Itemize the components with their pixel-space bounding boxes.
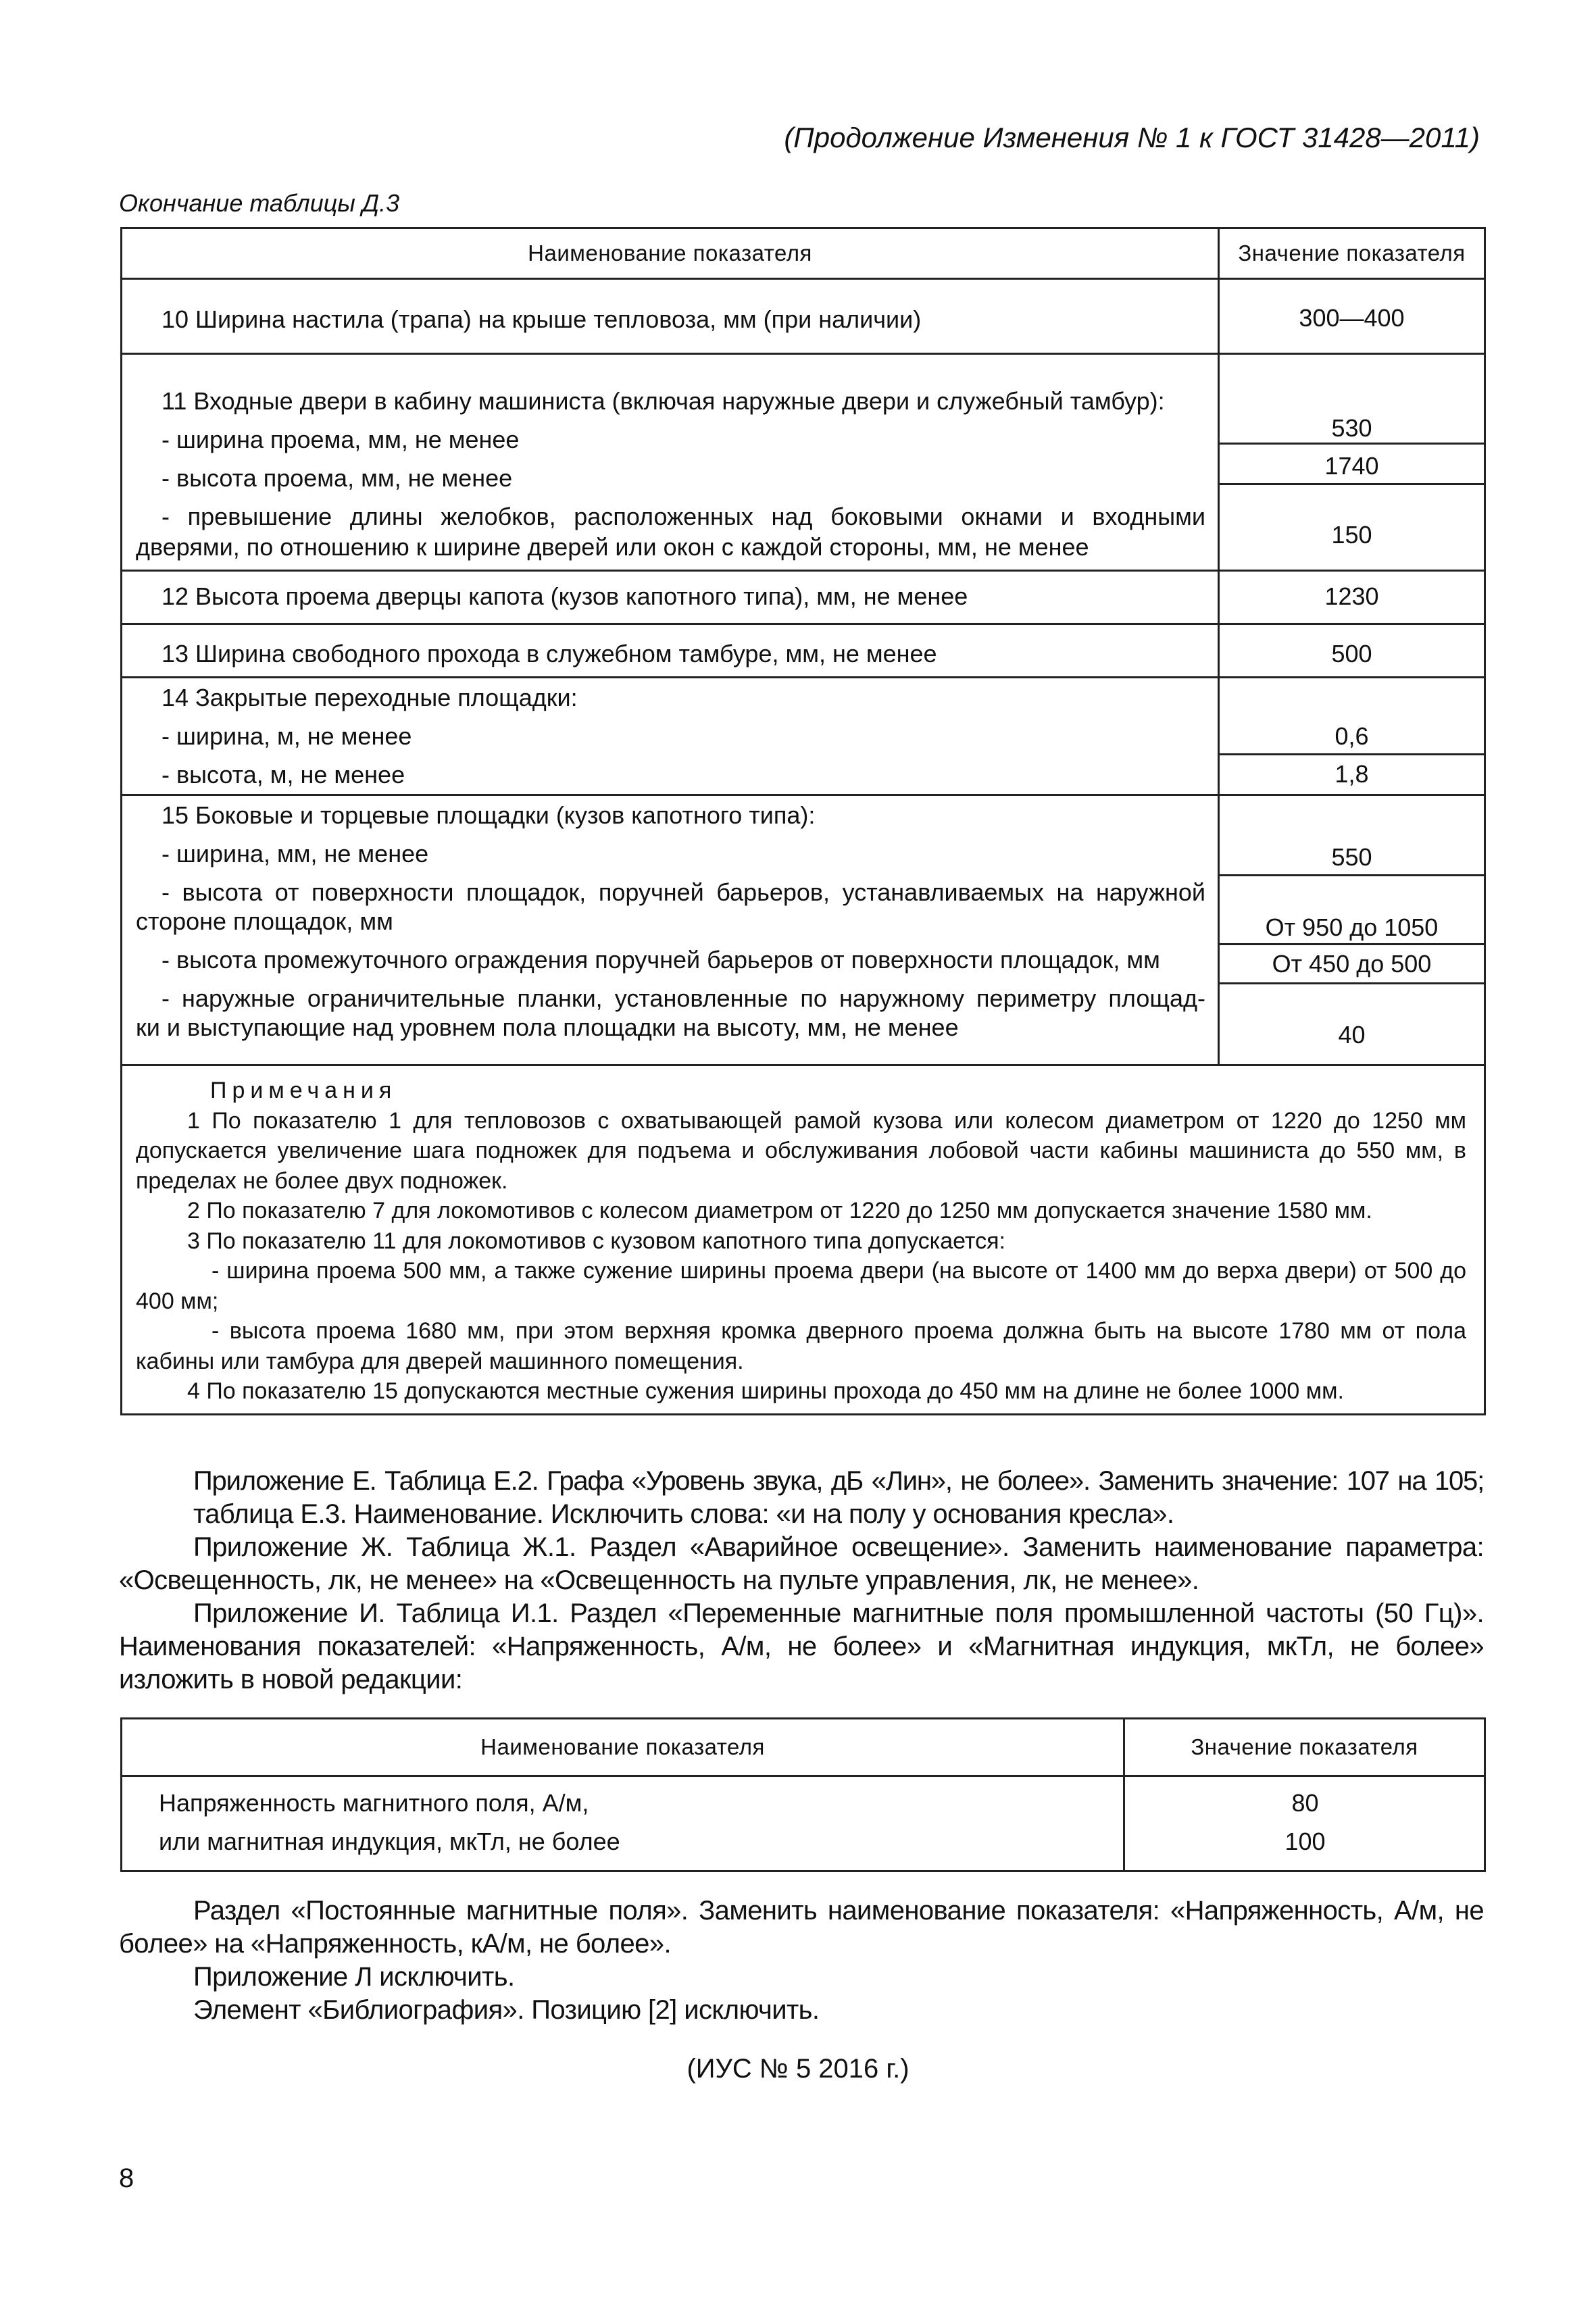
row-label: 11 Входные двери в кабину машиниста (включая наружные двери и служебный тамбур): xyxy=(161,387,1165,415)
note-item: 1 По показателю 1 для тепловозов с охватывающей рамой кузова или колесом диаметром от 1220 до 1250 мм допускается увеличение шага подножек для подъема и обслуживания лобовой части кабины машиниста до 550 мм, в пределах не более двух подножек. xyxy=(136,1107,1466,1194)
row-sublabel: - ширина, м, не менее xyxy=(161,722,412,750)
paragraph: таблица Е.3. Наименование. Исключить слова: «и на полу у основания кресла». xyxy=(193,1499,1174,1529)
row-value: 150 xyxy=(1331,521,1372,549)
paragraph: Приложение Е. Таблица Е.2. Графа «Уровень звука, дБ «Лин», не более». Заменить значение: 107 на 105; xyxy=(193,1466,1484,1496)
row-sublabel: - наружные ограничительные планки, установленные по наружному периметру площад- xyxy=(161,984,1205,1012)
table-row xyxy=(122,354,1485,571)
table-row xyxy=(122,1776,1485,1871)
page-number: 8 xyxy=(119,2163,134,2193)
row-value: 1740 xyxy=(1324,452,1379,480)
row-value: 40 xyxy=(1338,1021,1366,1049)
row-value: 300—400 xyxy=(1299,304,1405,332)
row-sublabel: - высота, м, не менее xyxy=(161,761,405,788)
column-header-name: Наименование показателя xyxy=(122,228,1219,279)
table-header-row xyxy=(122,228,1485,279)
column-header-name: Наименование показателя xyxy=(122,1719,1124,1776)
note-item: - ширина проема 500 мм, а также сужение ширины проема двери (на высоте от 1400 мм до верха двери) от 500 до 400 мм; xyxy=(136,1258,1466,1314)
source-reference: (ИУС № 5 2016 г.) xyxy=(687,2054,909,2084)
table-row xyxy=(122,279,1485,354)
row-label: 10 Ширина настила (трапа) на крыше тепловоза, мм (при наличии) xyxy=(161,305,922,333)
row-value: 100 xyxy=(1285,1828,1326,1855)
row-label: 14 Закрытые переходные площадки: xyxy=(161,684,578,711)
paragraph: Приложение Ж. Таблица Ж.1. Раздел «Аварийное освещение». Заменить наименование параметра: «Освещенность, лк, не менее» на «Освещенность на пульте управления, лк, не менее». xyxy=(119,1532,1484,1595)
table-row xyxy=(122,624,1485,678)
note-item: 2 По показателю 7 для локомотивов с колесом диаметром от 1220 до 1250 мм допускается значение 1580 мм. xyxy=(187,1198,1372,1224)
row-sublabel: - ширина проема, мм, не менее xyxy=(161,426,520,453)
amendment-text-after xyxy=(119,1894,1484,2027)
row-value: 550 xyxy=(1331,843,1372,871)
table-caption: Окончание таблицы Д.3 xyxy=(119,189,400,217)
row-value: От 950 до 1050 xyxy=(1265,913,1439,941)
row-sublabel: дверями, по отношению к ширине дверей или окон с каждой стороны, мм, не менее xyxy=(136,533,1089,561)
paragraph: Раздел «Постоянные магнитные поля». Заменить наименование показателя: «Напряженность, А/м, не более» на «Напряженность, кА/м, не более». xyxy=(119,1896,1484,1959)
paragraph: Приложение И. Таблица И.1. Раздел «Переменные магнитные поля промышленной частоты (50 Гц)». Наименования показателей: «Напряженность, А/м, не более» и «Магнитная индукция, мкТл, не более» изложить в новой редакции: xyxy=(119,1599,1484,1694)
row-sublabel: - ширина, мм, не менее xyxy=(161,840,429,867)
row-label: 12 Высота проема дверцы капота (кузов капотного типа), мм, не менее xyxy=(161,582,968,610)
note-item: 4 По показателю 15 допускаются местные сужения ширины прохода до 450 мм на длине не более 1000 мм. xyxy=(187,1378,1344,1404)
table-d3 xyxy=(120,227,1486,1415)
row-sublabel: - высота проема, мм, не менее xyxy=(161,464,513,492)
row-label: 15 Боковые и торцевые площадки (кузов капотного типа): xyxy=(161,801,816,829)
row-value: 0,6 xyxy=(1335,722,1369,750)
notes-title: Примечания xyxy=(210,1078,397,1103)
paragraph: Приложение Л исключить. xyxy=(193,1962,515,1992)
row-sublabel: - высота промежуточного ограждения поручней барьеров от поверхности площадок, мм xyxy=(161,946,1160,974)
column-header-value: Значение показателя xyxy=(1124,1719,1485,1776)
row-sublabel: - высота от поверхности площадок, поручней барьеров, устанавливаемых на наружной xyxy=(161,878,1205,906)
row-value: От 450 до 500 xyxy=(1272,950,1432,978)
amendment-text xyxy=(119,1465,1484,1696)
row-value: 80 xyxy=(1291,1789,1319,1817)
row-sublabel: ки и выступающие над уровнем пола площадки на высоту, мм, не менее xyxy=(136,1013,959,1041)
row-value: 530 xyxy=(1331,414,1372,442)
note-item: 3 По показателю 11 для локомотивов с кузовом капотного типа допускается: xyxy=(187,1228,1005,1254)
row-value: 1230 xyxy=(1324,582,1379,610)
note-item: - высота проема 1680 мм, при этом верхняя кромка дверного проема должна быть на высоте 1780 мм от пола кабины или тамбура для дверей машинного помещения. xyxy=(136,1318,1466,1374)
running-header: (Продолжение Изменения № 1 к ГОСТ 31428—2011) xyxy=(784,122,1480,153)
row-sublabel: стороне площадок, мм xyxy=(136,907,393,935)
table-row xyxy=(122,795,1485,1065)
column-header-value: Значение показателя xyxy=(1219,228,1485,279)
table-row xyxy=(122,571,1485,624)
row-label: Напряженность магнитного поля, А/м, xyxy=(159,1789,589,1817)
paragraph: Элемент «Библиография». Позицию [2] исключить. xyxy=(193,1995,820,2025)
table-notes xyxy=(122,1065,1485,1415)
row-value: 1,8 xyxy=(1335,760,1369,788)
table-row xyxy=(122,678,1485,795)
row-label: или магнитная индукция, мкТл, не более xyxy=(159,1828,620,1855)
table-notes-row xyxy=(122,1065,1485,1415)
row-sublabel: - превышение длины желобков, расположенных над боковыми окнами и входными xyxy=(161,503,1205,530)
row-value: 500 xyxy=(1331,640,1372,668)
table-magnetic-field xyxy=(120,1717,1486,1872)
table-header-row xyxy=(122,1719,1485,1776)
row-label: 13 Ширина свободного прохода в служебном тамбуре, мм, не менее xyxy=(161,640,937,668)
